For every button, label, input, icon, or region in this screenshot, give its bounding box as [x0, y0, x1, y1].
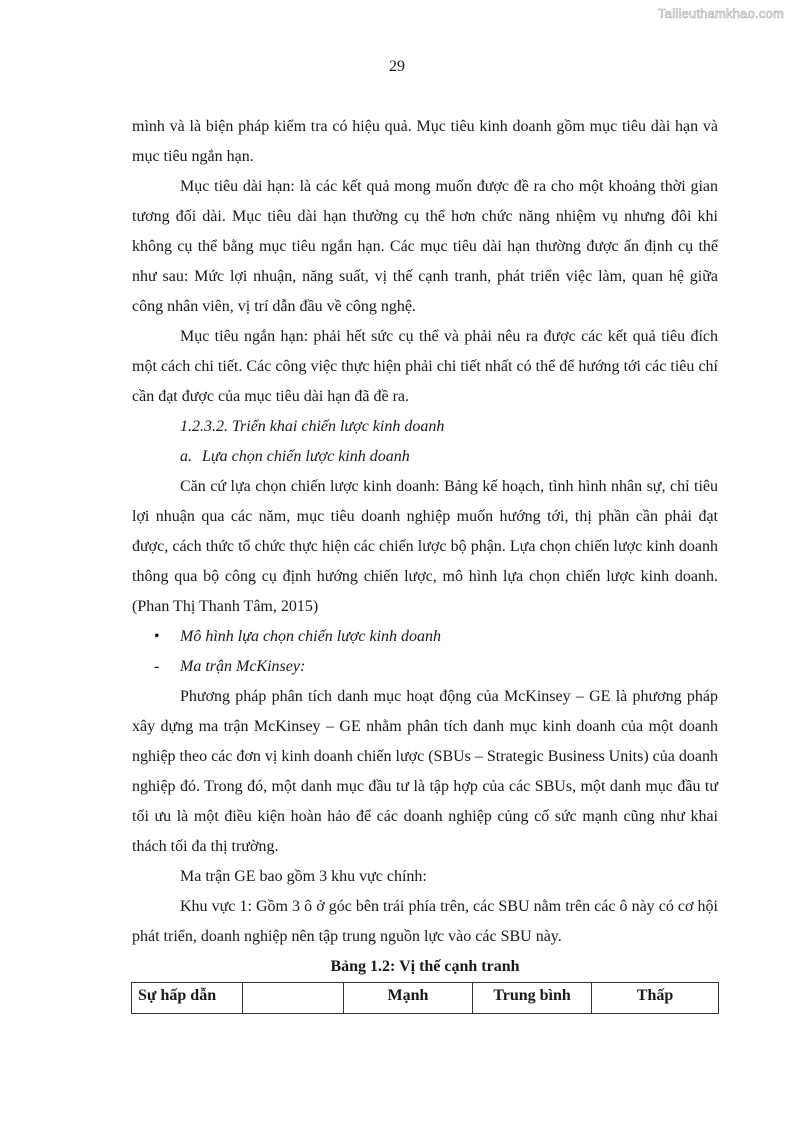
paragraph: Phương pháp phân tích danh mục hoạt động của McKinsey – GE là phương pháp xây dựng ma trận McKinsey – GE nhằm phân tích danh mục kinh doanh của một doanh nghiệp theo các đơn vị kinh doanh chiến lược (SBUs – Strategic Business Units) của doanh nghiệp đó. Trong đó, một danh mục đầu tư là tập hợp của các SBUs, một danh mục đầu tư tối ưu là một điều kiện hoàn hảo để các doanh nghiệp củng cố sức mạnh cũng như khai thách tối đa thị trường. [132, 688, 718, 855]
table-caption: Bảng 1.2: Vị thế cạnh tranh [330, 958, 520, 975]
table-header-cell: Trung bình [473, 983, 592, 1014]
subsection-heading [132, 442, 718, 472]
dash-item [132, 652, 718, 682]
bullet-icon: • [154, 628, 160, 645]
bullet-item [132, 622, 718, 652]
paragraph: Mục tiêu dài hạn: là các kết quả mong muốn được đề ra cho một khoảng thời gian tương đối dài. Mục tiêu dài hạn thường cụ thể hơn chức năng nhiệm vụ nhưng đôi khi không cụ thể bằng mục tiêu ngắn hạn. Các mục tiêu dài hạn thường được ấn định cụ thể như sau: Mức lợi nhuận, năng suất, vị thế cạnh tranh, phát triển việc làm, quan hệ giữa công nhân viên, vị trí dẫn đầu về công nghệ. [132, 178, 718, 315]
paragraph: Khu vực 1: Gồm 3 ô ở góc bên trái phía trên, các SBU nằm trên các ô này có cơ hội phát triển, doanh nghiệp nên tập trung nguồn lực vào các SBU này. [132, 898, 718, 945]
document-body [132, 112, 718, 1014]
page-number: 29 [389, 58, 405, 75]
paragraph: Căn cứ lựa chọn chiến lược kinh doanh: Bảng kế hoạch, tình hình nhân sự, chỉ tiêu lợi nhuận qua các năm, mục tiêu doanh nghiệp muốn hướng tới, thị phần cần phải đạt được, cách thức tổ chức thực hiện các chiến lược bộ phận. Lựa chọn chiến lược kinh doanh thông qua bộ công cụ định hướng chiến lược, mô hình lựa chọn chiến lược kinh doanh. (Phan Thị Thanh Tâm, 2015) [132, 478, 718, 615]
competitive-position-table [131, 982, 719, 1014]
table-header-cell: Mạnh [344, 983, 473, 1014]
paragraph: mình và là biện pháp kiểm tra có hiệu quả. Mục tiêu kinh doanh gồm mục tiêu dài hạn và mục tiêu ngắn hạn. [132, 118, 718, 165]
subsection-label: Lựa chọn chiến lược kinh doanh [202, 448, 410, 465]
dash-icon: - [154, 658, 160, 675]
section-heading: 1.2.3.2. Triển khai chiến lược kinh doanh [180, 418, 445, 435]
table-header-row [132, 983, 719, 1014]
paragraph: Ma trận GE bao gồm 3 khu vực chính: [180, 868, 427, 885]
table-header-cell: Thấp [592, 983, 719, 1014]
table-header-cell: Sự hấp dẫn [132, 983, 243, 1014]
watermark: Tailieuthamkhao.com [658, 6, 784, 21]
bullet-label: Mô hình lựa chọn chiến lược kinh doanh [180, 628, 442, 645]
subsection-marker: a. [180, 448, 192, 465]
table-header-cell [243, 983, 344, 1014]
dash-label: Ma trận McKinsey: [180, 658, 306, 675]
paragraph: Mục tiêu ngắn hạn: phải hết sức cụ thể và phải nêu ra được các kết quả tiêu đích một cách chi tiết. Các công việc thực hiện phải chi tiết nhất có thể để hướng tới các tiêu chí cần đạt được của mục tiêu dài hạn đã đề ra. [132, 328, 718, 405]
